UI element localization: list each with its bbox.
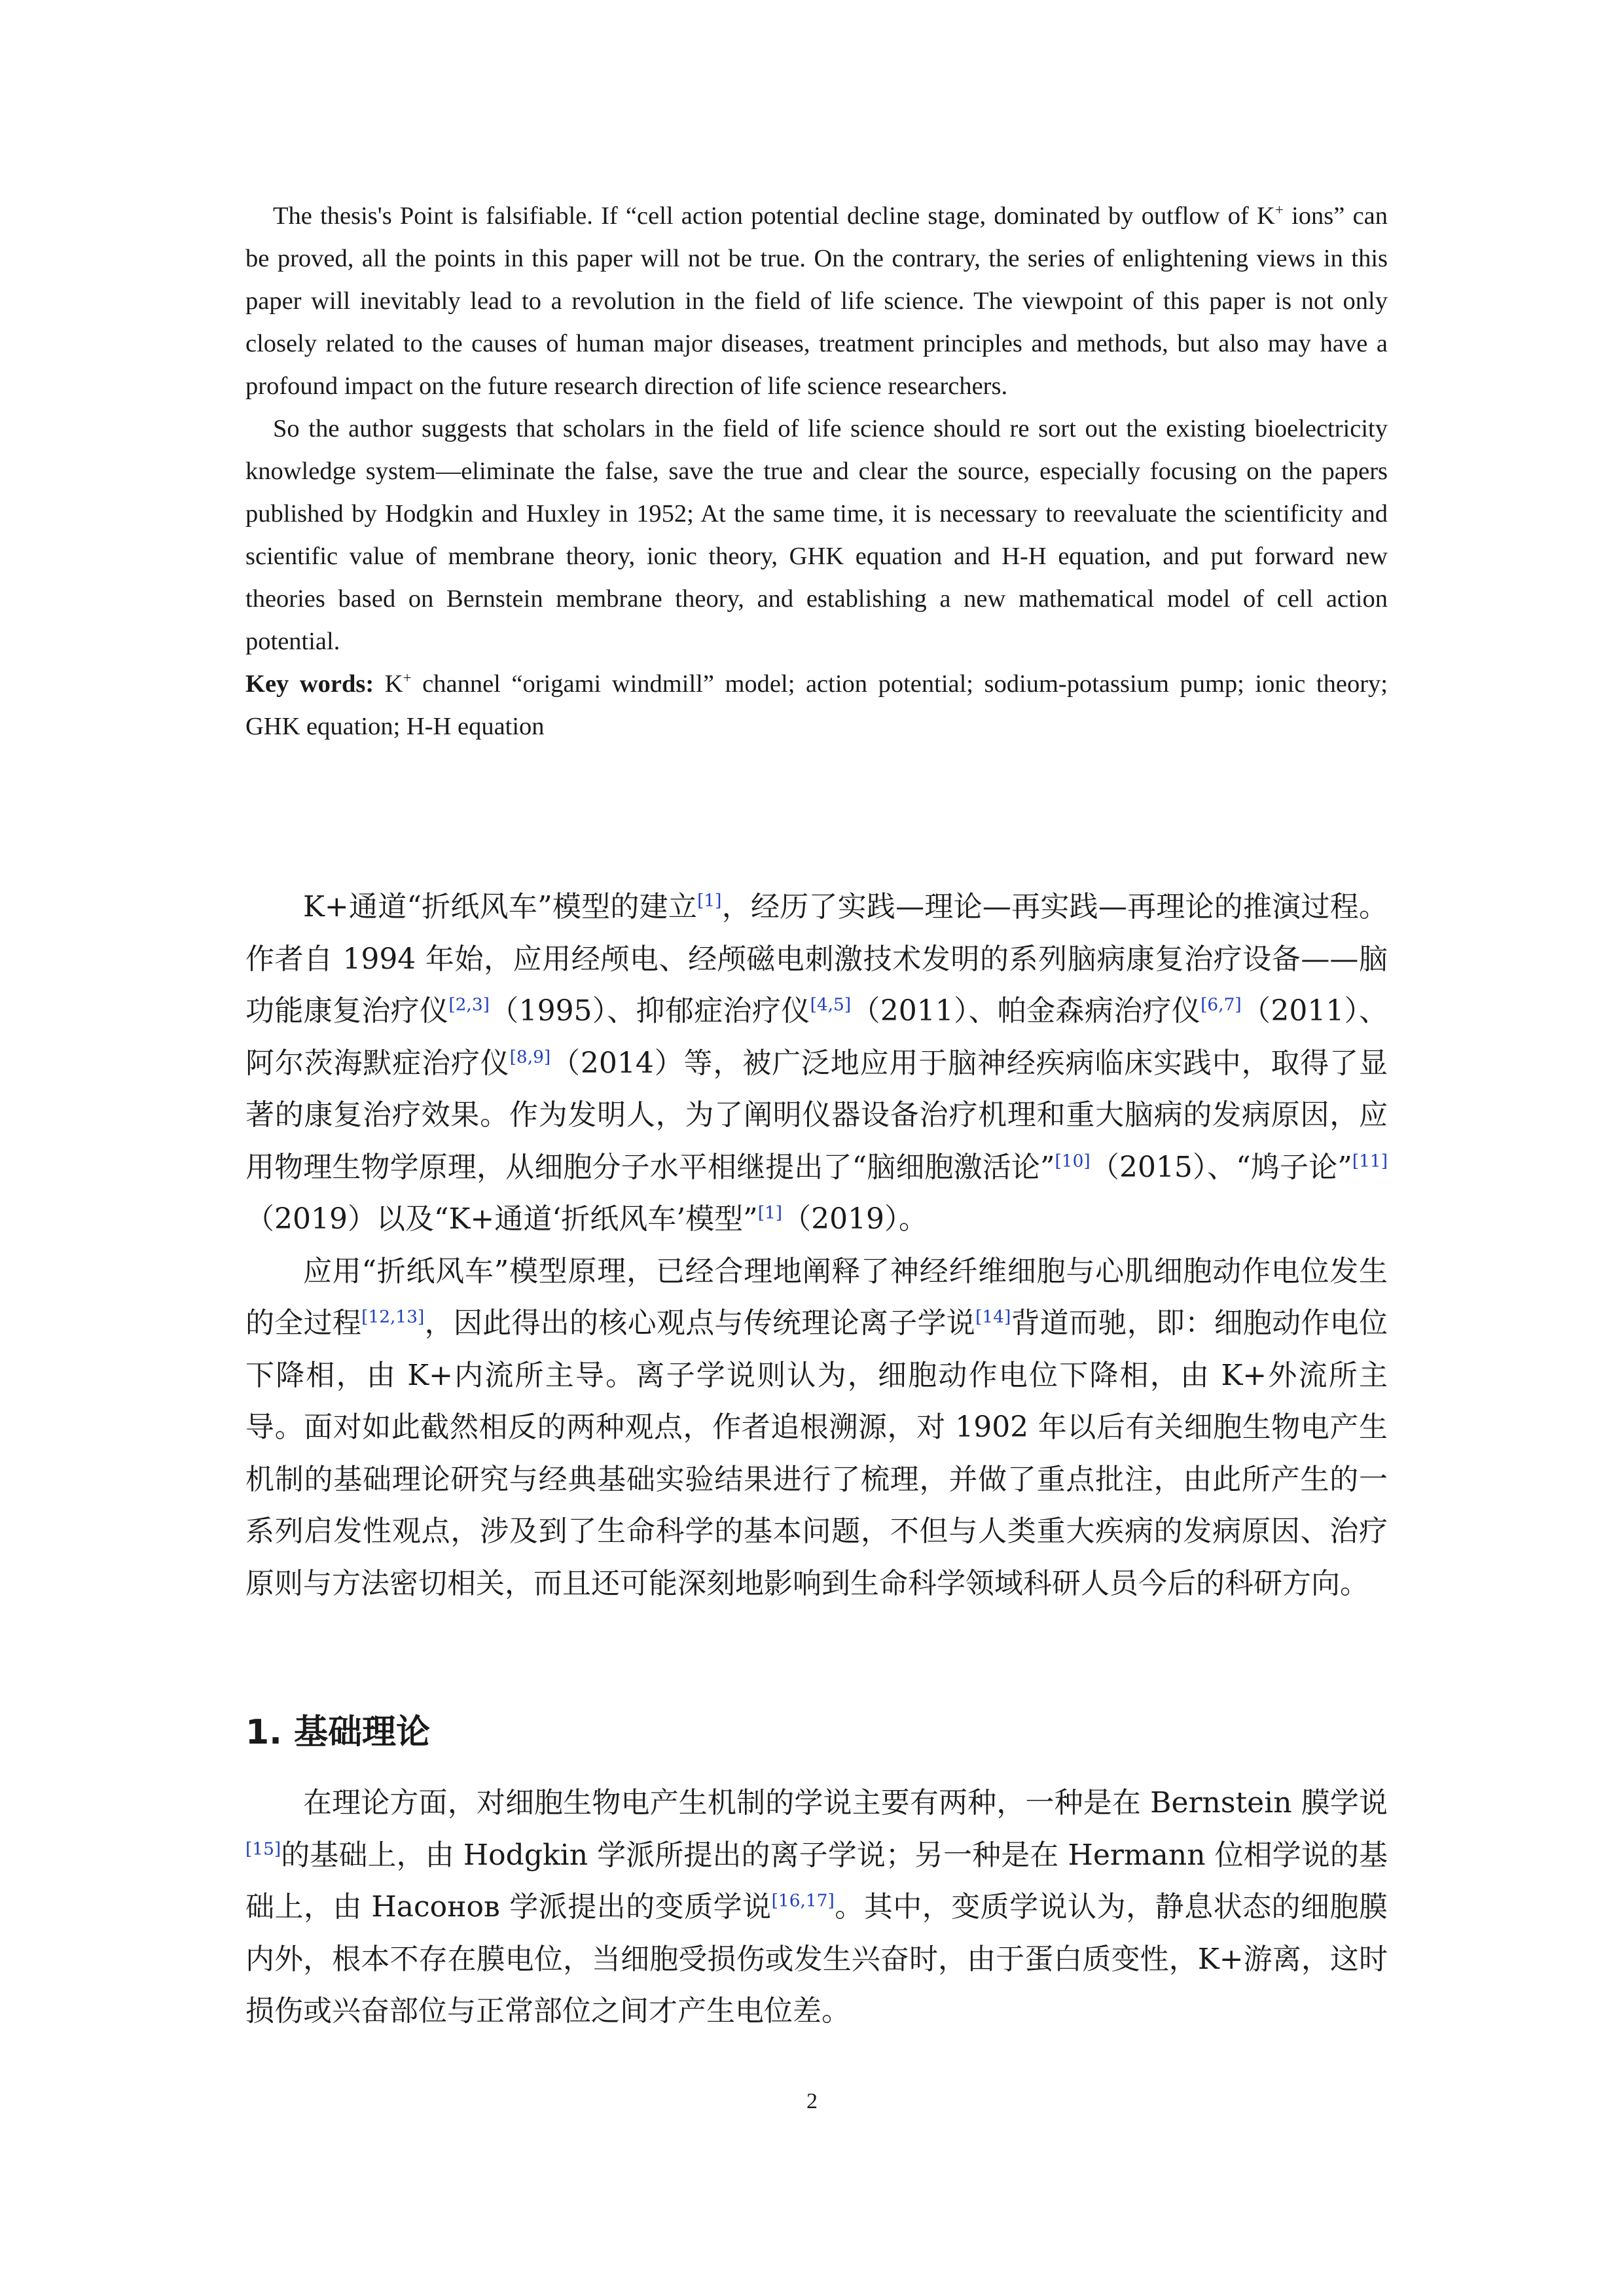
body-text: 应用“折纸风车”模型原理，已经合理地阐释了神经纤维细胞与心肌细胞动作电位发生的全过程 xyxy=(245,1254,1388,1340)
body-text: 背道而驰，即：细胞动作电位下降相，由 K+内流所主导。离子学说则认为，细胞动作电位下降相，由 K+外流所主导。面对如此截然相反的两种观点，作者追根溯源，对 1902 年以后有关细胞生物电产生机制的基础理论研究与经典基础实验结果进行了梳理，并做了重点批注，由此所产生的一系列启发性观点，涉及到了生命科学的基本问题，不但与人类重大疾病的发病原因、治疗原则与方法密切相关，而且还可能深刻地影响到生命科学领域科研人员今后的科研方向。 xyxy=(245,1306,1388,1600)
section-heading: 1. 基础理论 xyxy=(245,1713,431,1752)
body-text: 的基础上，由 Hodgkin 学派所提出的离子学说；另一种是在 Hermann 位相学说的基础上，由 Насонов 学派提出的变质学说 xyxy=(245,1838,1388,1924)
citation-ref[interactable]: [15] xyxy=(245,1838,281,1859)
citation-ref[interactable]: [6,7] xyxy=(1200,994,1242,1015)
body-text: （1995）、抑郁症治疗仪 xyxy=(489,994,810,1028)
abstract-p1-text-b: ions” can be proved, all the points in this paper will not be true. On the contrary, the series of enlightening views in this paper will inevitably lead to a revolution in the field of life science. The viewpoint of this paper is not only closely related to the causes of human major diseases, treatment principles and methods, but also may have a profound impact on the future research direction of life science researchers. xyxy=(245,202,1388,400)
body-paragraph-2 xyxy=(245,1246,1388,1610)
citation-ref[interactable]: [10] xyxy=(1055,1150,1091,1171)
body-text: ，因此得出的核心观点与传统理论离子学说 xyxy=(424,1306,976,1340)
body-paragraph-1 xyxy=(245,881,1388,1246)
abstract-paragraph-1 xyxy=(245,195,1388,408)
body-text: （2014）等，被广泛地应用于脑神经疾病临床实践中，取得了显著的康复治疗效果。作为发明人，为了阐明仪器设备治疗机理和重大脑病的发病原因，应用物理生物学原理，从细胞分子水平相继提出了“脑细胞激活论” xyxy=(245,1046,1388,1184)
keywords-label: Key words: xyxy=(245,670,374,698)
body-text: （2011）、阿尔茨海默症治疗仪 xyxy=(245,994,1388,1080)
superscript-plus: + xyxy=(403,669,412,687)
chinese-body-upper xyxy=(245,881,1388,1609)
page-number: 2 xyxy=(806,2089,818,2113)
citation-ref[interactable]: [4,5] xyxy=(810,994,852,1015)
abstract-paragraph-2: So the author suggests that scholars in the field of life science should re sort out the existing bioelectricity knowledge system—eliminate the false, save the true and clear the source, especially focusing on the papers published by Hodgkin and Huxley in 1952; At the same time, it is necessary to reevaluate the scientificity and scientific value of membrane theory, ionic theory, GHK equation and H-H equation, and put forward new theories based on Bernstein membrane theory, and establishing a new mathematical model of cell action potential. xyxy=(245,415,1388,655)
keywords-text-a: K xyxy=(374,670,403,698)
citation-ref[interactable]: [1] xyxy=(697,890,722,911)
body-text: （2019）以及“K+通道‘折纸风车’模型” xyxy=(245,1202,758,1236)
body-text: K+通道“折纸风车”模型的建立 xyxy=(303,890,698,924)
citation-ref[interactable]: [2,3] xyxy=(448,994,490,1015)
citation-ref[interactable]: [16,17] xyxy=(771,1890,835,1911)
chinese-body-lower xyxy=(245,1777,1388,2037)
body-text: （2011）、帕金森病治疗仪 xyxy=(851,994,1201,1028)
citation-ref[interactable]: [14] xyxy=(975,1306,1011,1327)
body-text: （2015）、“鸠子论” xyxy=(1090,1150,1352,1184)
english-abstract xyxy=(245,195,1388,748)
superscript-plus: + xyxy=(1274,201,1284,219)
body-text: 在理论方面，对细胞生物电产生机制的学说主要有两种，一种是在 Bernstein 膜学说 xyxy=(303,1786,1388,1820)
citation-ref[interactable]: [8,9] xyxy=(509,1046,551,1067)
citation-ref[interactable]: [12,13] xyxy=(361,1306,425,1327)
keywords-line xyxy=(245,663,1388,748)
keywords-text-b: channel “origami windmill” model; action potential; sodium-potassium pump; ionic theory; GHK equation; H-H equation xyxy=(245,670,1388,740)
body-text: ，经历了实践—理论—再实践—再理论的推演过程。作者自 1994 年始，应用经颅电、经颅磁电刺激技术发明的系列脑病康复治疗设备——脑功能康复治疗仪 xyxy=(245,890,1388,1028)
body-paragraph-3 xyxy=(245,1777,1388,2037)
body-text: 。其中，变质学说认为，静息状态的细胞膜内外，根本不存在膜电位，当细胞受损伤或发生兴奋时，由于蛋白质变性，K+游离，这时损伤或兴奋部位与正常部位之间才产生电位差。 xyxy=(245,1890,1388,2028)
body-text: （2019）。 xyxy=(782,1202,928,1236)
citation-ref[interactable]: [11] xyxy=(1352,1150,1388,1171)
citation-ref[interactable]: [1] xyxy=(757,1202,783,1223)
abstract-p1-text-a: The thesis's Point is falsifiable. If “cell action potential decline stage, dominated by outflow of K xyxy=(273,202,1275,230)
